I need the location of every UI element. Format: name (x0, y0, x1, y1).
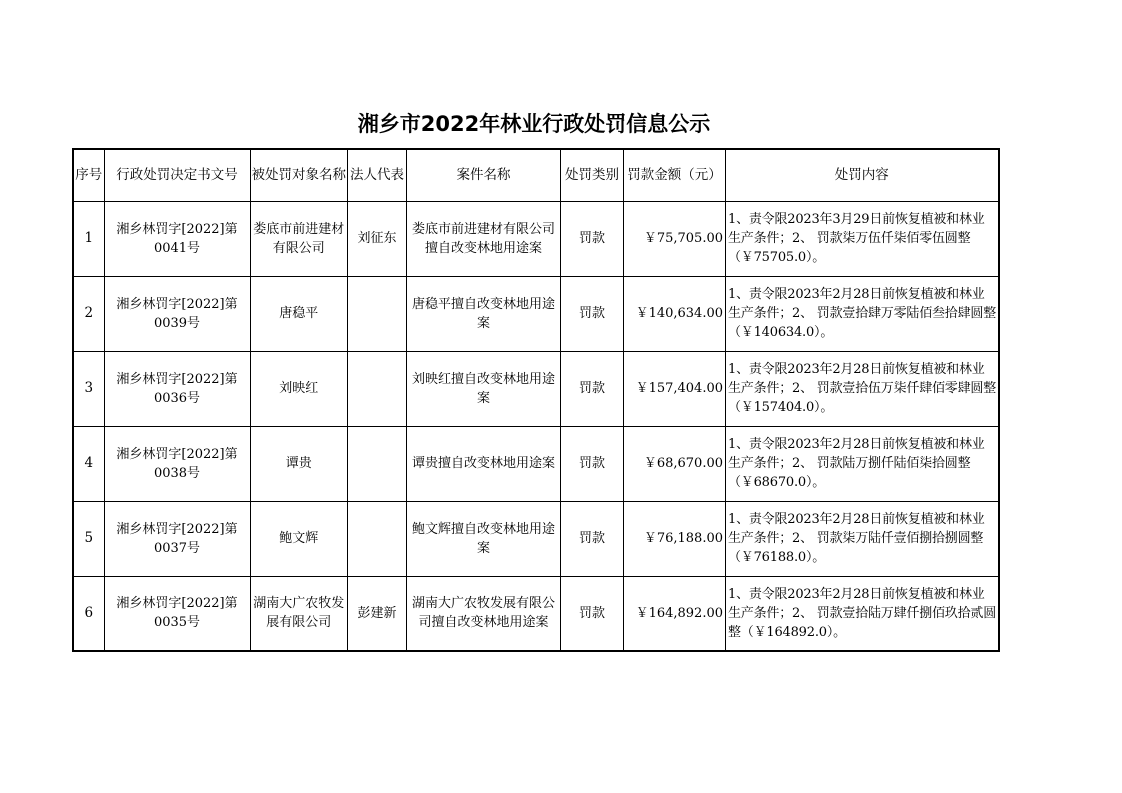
row-no: 1 (73, 201, 104, 276)
row-doc-number: 湘乡林罚字[2022]第0038号 (104, 426, 250, 501)
row-doc-number: 湘乡林罚字[2022]第0039号 (104, 276, 250, 351)
row-no: 5 (73, 501, 104, 576)
row-target: 娄底市前进建材有限公司 (250, 201, 348, 276)
row-penalty-type: 罚款 (561, 351, 624, 426)
row-amount: ￥164,892.00 (624, 576, 726, 651)
row-penalty-type: 罚款 (561, 201, 624, 276)
table-row (73, 201, 999, 276)
table-row (73, 276, 999, 351)
row-representative (348, 351, 407, 426)
row-amount: ￥68,670.00 (624, 426, 726, 501)
row-representative (348, 501, 407, 576)
row-amount: ￥75,705.00 (624, 201, 726, 276)
header-doc-number: 行政处罚决定书文号 (104, 149, 250, 201)
row-content: 1、责令限2023年2月28日前恢复植被和林业生产条件；2、 罚款陆万捌仟陆佰柒拾圆整（￥68670.0）。 (726, 426, 999, 501)
header-amount: 罚款金额（元） (624, 149, 726, 201)
row-case-name: 鲍文辉擅自改变林地用途案 (407, 501, 561, 576)
penalty-table (72, 148, 1000, 652)
table-row (73, 426, 999, 501)
row-penalty-type: 罚款 (561, 426, 624, 501)
row-target: 刘映红 (250, 351, 348, 426)
table-row (73, 576, 999, 651)
table-row (73, 351, 999, 426)
header-content: 处罚内容 (726, 149, 999, 201)
row-content: 1、责令限2023年2月28日前恢复植被和林业生产条件；2、 罚款柒万陆仟壹佰捌拾捌圆整（￥76188.0）。 (726, 501, 999, 576)
row-representative: 刘征东 (348, 201, 407, 276)
row-representative (348, 276, 407, 351)
row-no: 6 (73, 576, 104, 651)
header-penalty-type: 处罚类别 (561, 149, 624, 201)
row-case-name: 唐稳平擅自改变林地用途案 (407, 276, 561, 351)
row-penalty-type: 罚款 (561, 501, 624, 576)
row-doc-number: 湘乡林罚字[2022]第0037号 (104, 501, 250, 576)
row-content: 1、责令限2023年2月28日前恢复植被和林业生产条件；2、 罚款壹拾陆万肆仟捌佰玖拾贰圆整（￥164892.0）。 (726, 576, 999, 651)
row-amount: ￥76,188.00 (624, 501, 726, 576)
row-case-name: 刘映红擅自改变林地用途案 (407, 351, 561, 426)
row-no: 3 (73, 351, 104, 426)
row-penalty-type: 罚款 (561, 276, 624, 351)
row-amount: ￥140,634.00 (624, 276, 726, 351)
header-row (73, 149, 999, 201)
row-doc-number: 湘乡林罚字[2022]第0035号 (104, 576, 250, 651)
page-title: 湘乡市2022年林业行政处罚信息公示 (357, 112, 711, 136)
row-doc-number: 湘乡林罚字[2022]第0036号 (104, 351, 250, 426)
row-target: 鲍文辉 (250, 501, 348, 576)
row-no: 4 (73, 426, 104, 501)
row-doc-number: 湘乡林罚字[2022]第0041号 (104, 201, 250, 276)
row-target: 谭贵 (250, 426, 348, 501)
row-content: 1、责令限2023年2月28日前恢复植被和林业生产条件；2、 罚款壹拾伍万柒仟肆佰零肆圆整（￥157404.0）。 (726, 351, 999, 426)
header-case-name: 案件名称 (407, 149, 561, 201)
row-case-name: 谭贵擅自改变林地用途案 (407, 426, 561, 501)
header-target: 被处罚对象名称 (250, 149, 348, 201)
row-amount: ￥157,404.00 (624, 351, 726, 426)
row-case-name: 湖南大广农牧发展有限公司擅自改变林地用途案 (407, 576, 561, 651)
row-content: 1、责令限2023年3月29日前恢复植被和林业生产条件；2、 罚款柒万伍仟柒佰零伍圆整（￥75705.0）。 (726, 201, 999, 276)
header-no: 序号 (73, 149, 104, 201)
row-target: 湖南大广农牧发展有限公司 (250, 576, 348, 651)
header-representative: 法人代表 (348, 149, 407, 201)
row-representative (348, 426, 407, 501)
row-representative: 彭建新 (348, 576, 407, 651)
row-penalty-type: 罚款 (561, 576, 624, 651)
row-no: 2 (73, 276, 104, 351)
row-content: 1、责令限2023年2月28日前恢复植被和林业生产条件；2、 罚款壹拾肆万零陆佰叁拾肆圆整（￥140634.0）。 (726, 276, 999, 351)
row-case-name: 娄底市前进建材有限公司擅自改变林地用途案 (407, 201, 561, 276)
row-target: 唐稳平 (250, 276, 348, 351)
table-row (73, 501, 999, 576)
